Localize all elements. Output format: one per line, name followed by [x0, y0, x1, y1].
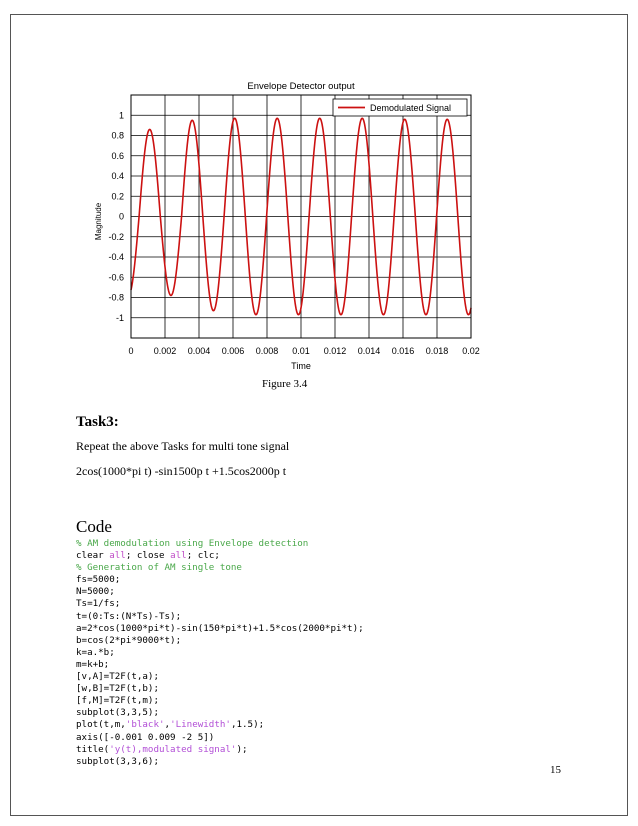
code-line [76, 647, 364, 659]
code-text: [f,M]=T2F(t,m); [76, 695, 159, 707]
code-text: fs=5000; [76, 574, 121, 586]
y-tick-label: -0.4 [108, 252, 124, 262]
envelope-detector-chart [0, 0, 638, 400]
code-line [76, 623, 364, 635]
y-tick-label: 0.2 [111, 191, 124, 202]
y-tick-label: -0.6 [108, 272, 124, 283]
legend-label: Demodulated Signal [370, 103, 452, 113]
code-text: t=(0:Ts:(N*Ts)-Ts); [76, 610, 182, 622]
x-axis-label: Time [291, 361, 311, 371]
code-line [76, 611, 364, 623]
code-text: [v,A]=T2F(t,a); [76, 671, 159, 683]
code-string: 'Linewidth' [170, 719, 231, 731]
code-line [76, 538, 364, 550]
code-text: a=2*cos(1000*pi*t)-sin(150*pi*t)+1.5*cos(2000*pi*t); [76, 622, 364, 634]
y-tick-label: -0.8 [108, 292, 124, 303]
code-line [76, 744, 364, 756]
code-string: 'black' [125, 719, 165, 731]
y-tick-label: -0.2 [108, 231, 124, 242]
code-line [76, 707, 364, 719]
code-text: ; clc; [186, 550, 220, 562]
code-block [76, 538, 364, 768]
code-text: m=k+b; [76, 658, 110, 670]
y-axis-label: Magnitude [94, 202, 103, 241]
code-line [76, 671, 364, 683]
code-line [76, 635, 364, 647]
page-number: 15 [550, 764, 561, 776]
code-heading: Code [76, 517, 112, 536]
x-tick-label: 0.016 [391, 346, 415, 356]
code-keyword: all [109, 550, 126, 562]
y-tick-label: 0.4 [111, 171, 124, 181]
x-tick-label: 0.012 [323, 346, 347, 356]
code-text: , [164, 719, 171, 731]
x-tick-label: 0.002 [153, 346, 177, 356]
code-text: title( [76, 743, 110, 755]
code-text: subplot(3,3,6); [76, 755, 159, 767]
code-text: ; close [125, 550, 171, 562]
code-text: subplot(3,3,5); [76, 707, 159, 719]
code-line [76, 550, 364, 562]
x-tick-label: 0.006 [221, 346, 245, 356]
y-tick-label: 1 [118, 110, 124, 121]
code-text: N=5000; [76, 586, 115, 598]
code-line [76, 562, 364, 574]
code-line [76, 574, 364, 586]
code-text: k=a.*b; [76, 646, 115, 658]
code-comment: % AM demodulation using Envelope detection [76, 538, 309, 549]
code-text: plot(t,m, [76, 719, 126, 731]
task-description: Repeat the above Tasks for multi tone signal [76, 439, 290, 453]
code-text: Ts=1/fs; [76, 598, 121, 610]
code-text: clear [76, 550, 110, 562]
code-line [76, 719, 364, 731]
code-text: b=cos(2*pi*9000*t); [76, 634, 182, 646]
x-tick-label: 0.004 [187, 346, 211, 356]
code-line [76, 659, 364, 671]
y-tick-label: 0.8 [111, 130, 124, 141]
task-title: Task3: [76, 414, 119, 430]
chart-title: Envelope Detector output [247, 81, 355, 92]
code-line [76, 732, 364, 744]
x-tick-label: 0.014 [357, 346, 381, 356]
x-tick-label: 0.018 [425, 346, 449, 356]
x-tick-label: 0.01 [292, 346, 310, 356]
code-line [76, 756, 364, 768]
y-tick-label: 0 [118, 211, 124, 222]
code-line [76, 695, 364, 707]
y-tick-label: -1 [115, 312, 124, 323]
task-equation: 2cos(1000*pi t) -sin1500p t +1.5cos2000p t [76, 464, 287, 478]
code-line [76, 598, 364, 610]
y-tick-label: 0.6 [111, 150, 124, 161]
code-line [76, 683, 364, 695]
figure-caption: Figure 3.4 [262, 378, 308, 390]
x-tick-label: 0 [128, 346, 134, 356]
code-comment: % Generation of AM single tone [76, 562, 242, 574]
code-text: ); [236, 743, 248, 755]
x-tick-label: 0.02 [462, 346, 480, 356]
x-tick-label: 0.008 [255, 346, 279, 356]
code-text: axis([-0.001 0.009 -2 5]) [76, 731, 215, 743]
code-text: [w,B]=T2F(t,b); [76, 683, 159, 695]
code-string: 'y(t),modulated signal' [109, 743, 237, 755]
code-line [76, 586, 364, 598]
code-keyword: all [170, 550, 187, 562]
code-text: ,1.5); [230, 719, 265, 731]
